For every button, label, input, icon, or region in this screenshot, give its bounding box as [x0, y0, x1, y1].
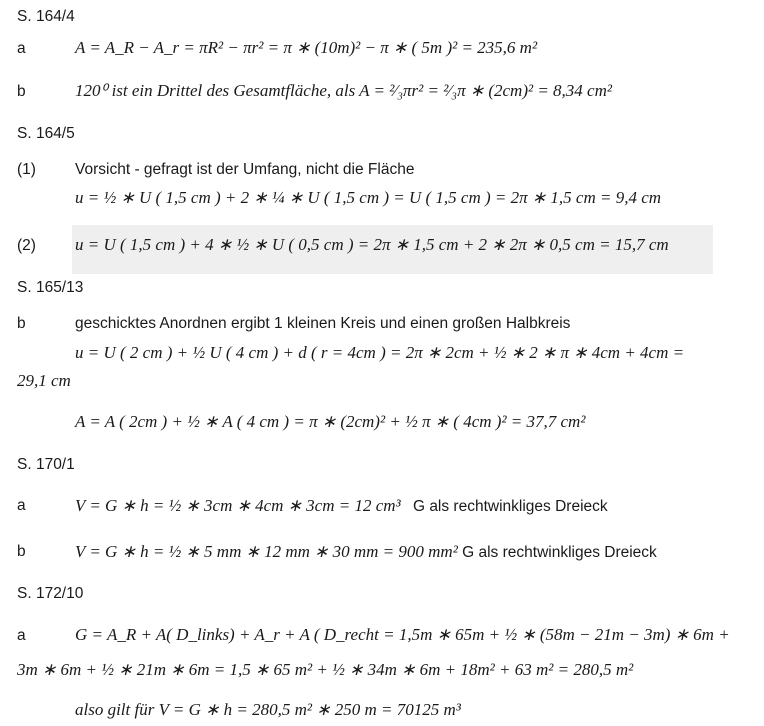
formula: u = ½ ∗ U ( 1,5 cm ) + 2 ∗ ¼ ∗ U ( 1,5 cm ) = U ( 1,5 cm ) = 2π ∗ 1,5 cm = 9,4 cm [75, 188, 662, 207]
section-heading: S. 170/1 [17, 456, 75, 473]
item-label: b [17, 315, 26, 332]
item-label: b [17, 543, 26, 560]
formula-continuation: 3m ∗ 6m + ½ ∗ 21m ∗ 6m = 1,5 ∗ 65 m² + ½ ∗ 34m ∗ 6m + 18m² + 63 m² = 280,5 m² [17, 660, 634, 679]
formula: G = A_R + A( D_links) + A_r + A ( D_recht = 1,5m ∗ 65m + ½ ∗ (58m − 21m − 3m) ∗ 6m + [75, 625, 730, 644]
formula: V = G ∗ h = ½ ∗ 5 mm ∗ 12 mm ∗ 30 mm = 900 mm² [75, 542, 458, 561]
item-label: a [17, 627, 26, 644]
section-heading: S. 172/10 [17, 585, 84, 602]
formula: A = A_R − A_r = πR² − πr² = π ∗ (10m)² − π ∗ ( 5m )² = 235,6 m² [75, 38, 538, 57]
formula: u = U ( 2 cm ) + ½ U ( 4 cm ) + d ( r = 4cm ) = 2π ∗ 2cm + ½ ∗ 2 ∗ π ∗ 4cm + 4cm = [75, 343, 685, 362]
note-text: Vorsicht - gefragt ist der Umfang, nicht die Fläche [75, 161, 415, 178]
note-text: geschicktes Anordnen ergibt 1 kleinen Kreis und einen großen Halbkreis [75, 315, 571, 332]
section-heading: S. 164/5 [17, 125, 75, 142]
formula-continuation: 29,1 cm [17, 371, 71, 390]
section-heading: S. 165/13 [17, 279, 84, 296]
note-text: G als rechtwinkliges Dreieck [462, 544, 657, 561]
note-text: G als rechtwinkliges Dreieck [412, 498, 608, 515]
formula-row [75, 496, 608, 517]
formula: 120⁰ ist ein Drittel des Gesamtfläche, als A = ²⁄₃πr² = ²⁄₃π ∗ (2cm)² = 8,34 cm² [75, 81, 612, 100]
formula: A = A ( 2cm ) + ½ ∗ A ( 4 cm ) = π ∗ (2cm)² + ½ π ∗ ( 4cm )² = 37,7 cm² [75, 412, 586, 431]
item-label: (1) [17, 161, 36, 178]
formula: V = G ∗ h = ½ ∗ 3cm ∗ 4cm ∗ 3cm = 12 cm³ [75, 496, 401, 515]
formula-row [75, 542, 657, 563]
item-label: a [17, 497, 26, 514]
item-label: b [17, 83, 26, 100]
formula: u = U ( 1,5 cm ) + 4 ∗ ½ ∗ U ( 0,5 cm ) = 2π ∗ 1,5 cm + 2 ∗ 2π ∗ 0,5 cm = 15,7 cm [75, 235, 669, 254]
section-heading: S. 164/4 [17, 8, 75, 25]
formula: also gilt für V = G ∗ h = 280,5 m² ∗ 250 m = 70125 m³ [75, 700, 461, 719]
item-label: a [17, 40, 26, 57]
item-label: (2) [17, 237, 36, 254]
